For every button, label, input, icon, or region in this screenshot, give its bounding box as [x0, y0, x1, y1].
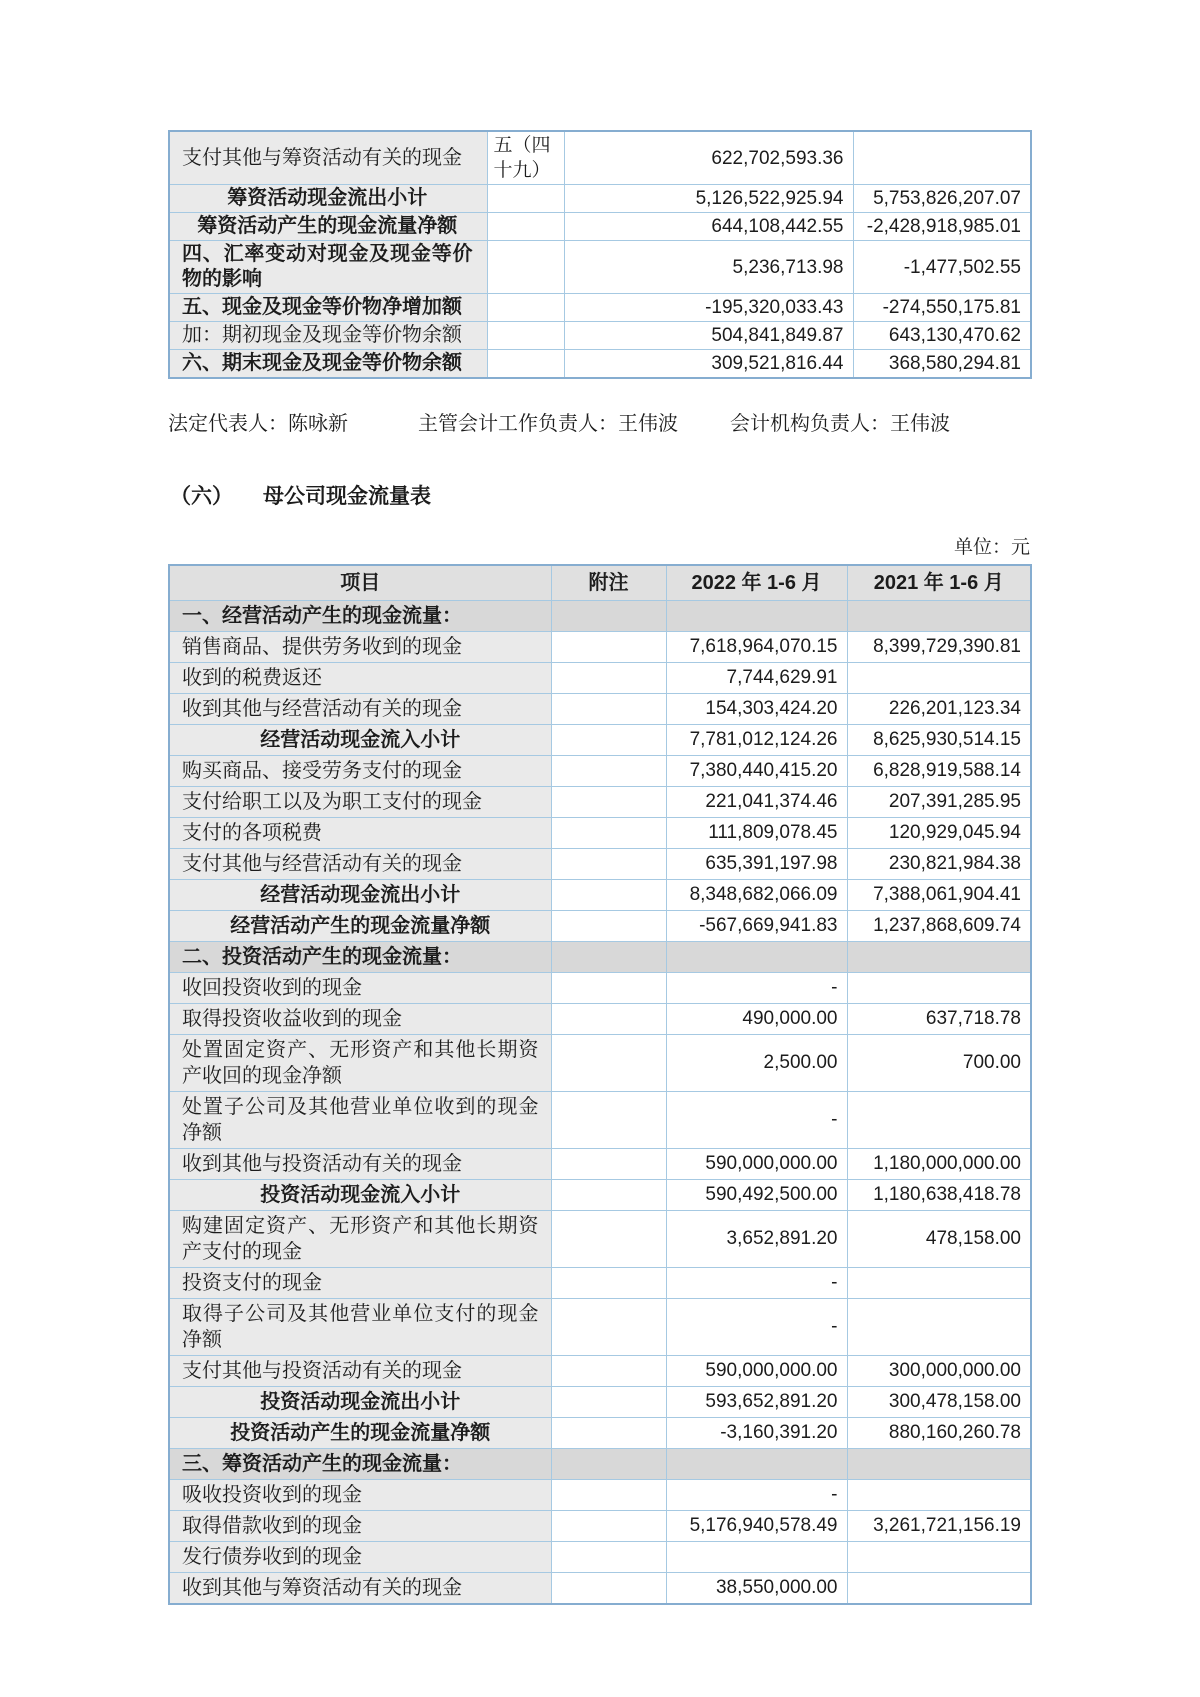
cell-v2021: 8,625,930,514.15	[847, 725, 1031, 756]
cell-item: 支付给职工以及为职工支付的现金	[169, 787, 551, 818]
table-row	[169, 694, 1031, 725]
table-row	[169, 1356, 1031, 1387]
cell-v2021	[847, 1480, 1031, 1511]
cell-item: 取得借款收到的现金	[169, 1511, 551, 1542]
cell-v2022: 593,652,891.20	[666, 1387, 847, 1418]
cell-v2021: 880,160,260.78	[847, 1418, 1031, 1449]
cell-v2021: 700.00	[847, 1035, 1031, 1092]
cell-note	[551, 818, 666, 849]
cell-item: 三、筹资活动产生的现金流量：	[169, 1449, 551, 1480]
cell-item: 处置子公司及其他营业单位收到的现金净额	[169, 1092, 551, 1149]
table-row	[169, 942, 1031, 973]
cell-v2021: 637,718.78	[847, 1004, 1031, 1035]
cell-note	[551, 1573, 666, 1605]
cell-item: 二、投资活动产生的现金流量：	[169, 942, 551, 973]
table-row	[169, 911, 1031, 942]
cell-v2021: 3,261,721,156.19	[847, 1511, 1031, 1542]
cell-v2021: 120,929,045.94	[847, 818, 1031, 849]
table-row	[169, 1149, 1031, 1180]
cell-v2021	[847, 663, 1031, 694]
cell-v2022	[666, 942, 847, 973]
cell-item: 五、现金及现金等价物净增加额	[169, 294, 487, 322]
cell-item: 投资活动产生的现金流量净额	[169, 1418, 551, 1449]
cell-note	[551, 663, 666, 694]
cell-item: 收到其他与投资活动有关的现金	[169, 1149, 551, 1180]
table-row	[169, 1387, 1031, 1418]
cell-v2022: 7,380,440,415.20	[666, 756, 847, 787]
parent-company-cashflow-table	[168, 564, 1032, 1605]
cell-note	[551, 1004, 666, 1035]
cell-note	[551, 725, 666, 756]
table-row	[169, 131, 1031, 185]
cell-v2021	[847, 1299, 1031, 1356]
table-row	[169, 849, 1031, 880]
table-row	[169, 818, 1031, 849]
cell-note	[551, 1268, 666, 1299]
table-row	[169, 1449, 1031, 1480]
table-row	[169, 973, 1031, 1004]
cell-v2021: 1,180,000,000.00	[847, 1149, 1031, 1180]
table-row	[169, 1092, 1031, 1149]
cell-item: 投资活动现金流出小计	[169, 1387, 551, 1418]
cell-v2021: -2,428,918,985.01	[853, 213, 1031, 241]
consolidated-cashflow-table-continuation	[168, 130, 1032, 379]
cell-v2022: 309,521,816.44	[564, 350, 853, 379]
cell-v2022: 5,176,940,578.49	[666, 1511, 847, 1542]
cell-item: 销售商品、提供劳务收到的现金	[169, 632, 551, 663]
cell-note	[487, 294, 564, 322]
cell-v2021: 643,130,470.62	[853, 322, 1031, 350]
cell-note	[551, 1356, 666, 1387]
table-row	[169, 241, 1031, 294]
chief-accounting-officer-label: 主管会计工作负责人：王伟波	[418, 413, 678, 435]
cell-note	[551, 787, 666, 818]
cell-note	[551, 756, 666, 787]
table-row	[169, 1573, 1031, 1605]
table-row	[169, 632, 1031, 663]
section-heading	[170, 480, 1030, 510]
cell-item: 收回投资收到的现金	[169, 973, 551, 1004]
cell-item: 收到的税费返还	[169, 663, 551, 694]
cell-v2021: 230,821,984.38	[847, 849, 1031, 880]
cell-note	[551, 1449, 666, 1480]
cell-item: 发行债券收到的现金	[169, 1542, 551, 1573]
cell-note	[551, 1149, 666, 1180]
table-row	[169, 1480, 1031, 1511]
cell-note	[551, 1211, 666, 1268]
cell-v2022: 590,492,500.00	[666, 1180, 847, 1211]
cell-v2022: 590,000,000.00	[666, 1356, 847, 1387]
cell-v2021: 5,753,826,207.07	[853, 185, 1031, 213]
main-table-body	[169, 601, 1031, 1605]
header-row	[169, 565, 1031, 601]
cell-v2021	[847, 1573, 1031, 1605]
cell-note	[551, 942, 666, 973]
cell-v2022	[666, 1449, 847, 1480]
cell-note	[487, 213, 564, 241]
cell-v2022: 622,702,593.36	[564, 131, 853, 185]
cell-note	[551, 1511, 666, 1542]
cell-item: 经营活动现金流出小计	[169, 880, 551, 911]
cell-v2022: 38,550,000.00	[666, 1573, 847, 1605]
cell-item: 投资活动现金流入小计	[169, 1180, 551, 1211]
cell-v2022: -	[666, 1299, 847, 1356]
cell-item: 支付其他与筹资活动有关的现金	[169, 131, 487, 185]
table-row	[169, 1418, 1031, 1449]
table-row	[169, 1035, 1031, 1092]
cell-note	[551, 1180, 666, 1211]
cell-item: 一、经营活动产生的现金流量：	[169, 601, 551, 632]
table-row	[169, 1268, 1031, 1299]
cell-v2021	[847, 973, 1031, 1004]
cell-item: 经营活动现金流入小计	[169, 725, 551, 756]
table-row	[169, 185, 1031, 213]
cell-v2021	[853, 131, 1031, 185]
cell-v2021: 1,237,868,609.74	[847, 911, 1031, 942]
section-heading-index: （六）	[170, 485, 233, 508]
table-row	[169, 1004, 1031, 1035]
cell-item: 购建固定资产、无形资产和其他长期资产支付的现金	[169, 1211, 551, 1268]
cell-v2021: -1,477,502.55	[853, 241, 1031, 294]
table-row	[169, 1211, 1031, 1268]
cell-v2022: -195,320,033.43	[564, 294, 853, 322]
column-header-item: 项目	[169, 565, 551, 601]
accounting-department-head-label: 会计机构负责人：王伟波	[730, 413, 950, 435]
cell-item: 收到其他与经营活动有关的现金	[169, 694, 551, 725]
cell-item: 加：期初现金及现金等价物余额	[169, 322, 487, 350]
cell-note	[487, 185, 564, 213]
table-row	[169, 601, 1031, 632]
cell-v2021: 368,580,294.81	[853, 350, 1031, 379]
column-header-2022: 2022 年 1-6 月	[666, 565, 847, 601]
column-header-note: 附注	[551, 565, 666, 601]
cell-item: 收到其他与筹资活动有关的现金	[169, 1573, 551, 1605]
cell-note	[487, 241, 564, 294]
cell-v2022: 635,391,197.98	[666, 849, 847, 880]
cell-v2022: -	[666, 1480, 847, 1511]
cell-v2021	[847, 1449, 1031, 1480]
cell-note	[487, 350, 564, 379]
cell-v2022: 644,108,442.55	[564, 213, 853, 241]
cell-v2021: 207,391,285.95	[847, 787, 1031, 818]
cell-v2022: 7,781,012,124.26	[666, 725, 847, 756]
cell-v2021: 478,158.00	[847, 1211, 1031, 1268]
cell-note	[551, 1480, 666, 1511]
unit-label: 单位：元	[953, 537, 1030, 558]
cell-note	[551, 1092, 666, 1149]
cell-v2022: 590,000,000.00	[666, 1149, 847, 1180]
cell-v2021: 1,180,638,418.78	[847, 1180, 1031, 1211]
table-row	[169, 787, 1031, 818]
cell-v2022: 111,809,078.45	[666, 818, 847, 849]
cell-v2022: 490,000.00	[666, 1004, 847, 1035]
page-content	[168, 130, 1030, 1605]
cell-note	[551, 849, 666, 880]
signature-line	[168, 407, 1030, 436]
cell-item: 四、汇率变动对现金及现金等价物的影响	[169, 241, 487, 294]
table-row	[169, 1542, 1031, 1573]
table-row	[169, 725, 1031, 756]
cell-v2021	[847, 942, 1031, 973]
cell-v2022	[666, 1542, 847, 1573]
cell-item: 筹资活动产生的现金流量净额	[169, 213, 487, 241]
cell-item: 支付其他与经营活动有关的现金	[169, 849, 551, 880]
cell-v2021: 300,478,158.00	[847, 1387, 1031, 1418]
cell-v2021	[847, 1092, 1031, 1149]
cell-v2022: 5,126,522,925.94	[564, 185, 853, 213]
section-heading-title: 母公司现金流量表	[263, 485, 431, 508]
cell-v2021	[847, 1542, 1031, 1573]
cell-note	[551, 911, 666, 942]
cell-v2022: 504,841,849.87	[564, 322, 853, 350]
cell-v2021: 226,201,123.34	[847, 694, 1031, 725]
cell-v2021: 7,388,061,904.41	[847, 880, 1031, 911]
cell-v2022	[666, 601, 847, 632]
cell-item: 购买商品、接受劳务支付的现金	[169, 756, 551, 787]
cell-v2021: -274,550,175.81	[853, 294, 1031, 322]
cell-note	[551, 601, 666, 632]
cell-item: 支付的各项税费	[169, 818, 551, 849]
cell-item: 支付其他与投资活动有关的现金	[169, 1356, 551, 1387]
table-row	[169, 213, 1031, 241]
column-header-2021: 2021 年 1-6 月	[847, 565, 1031, 601]
cell-note: 五（四十九）	[487, 131, 564, 185]
table-row	[169, 322, 1031, 350]
cell-v2021	[847, 601, 1031, 632]
cell-item: 经营活动产生的现金流量净额	[169, 911, 551, 942]
cell-item: 取得子公司及其他营业单位支付的现金净额	[169, 1299, 551, 1356]
cell-note	[551, 1542, 666, 1573]
table-row	[169, 756, 1031, 787]
cell-v2022: 7,744,629.91	[666, 663, 847, 694]
cell-v2021: 300,000,000.00	[847, 1356, 1031, 1387]
cell-v2022: 7,618,964,070.15	[666, 632, 847, 663]
cell-v2022: 154,303,424.20	[666, 694, 847, 725]
table-row	[169, 350, 1031, 379]
cell-v2022: 8,348,682,066.09	[666, 880, 847, 911]
cell-note	[551, 1299, 666, 1356]
legal-representative-label: 法定代表人：陈咏新	[168, 413, 348, 435]
cell-note	[551, 973, 666, 1004]
table-row	[169, 294, 1031, 322]
table-row	[169, 1299, 1031, 1356]
top-table-body	[169, 131, 1031, 378]
cell-v2022: 3,652,891.20	[666, 1211, 847, 1268]
cell-v2021: 8,399,729,390.81	[847, 632, 1031, 663]
cell-v2022: 221,041,374.46	[666, 787, 847, 818]
cell-v2022: -	[666, 973, 847, 1004]
cell-item: 六、期末现金及现金等价物余额	[169, 350, 487, 379]
cell-note	[487, 322, 564, 350]
cell-item: 处置固定资产、无形资产和其他长期资产收回的现金净额	[169, 1035, 551, 1092]
cell-v2021: 6,828,919,588.14	[847, 756, 1031, 787]
cell-v2022: -567,669,941.83	[666, 911, 847, 942]
cell-note	[551, 1418, 666, 1449]
main-table-header	[169, 565, 1031, 601]
cell-note	[551, 880, 666, 911]
cell-v2022: -	[666, 1268, 847, 1299]
table-row	[169, 1180, 1031, 1211]
cell-note	[551, 694, 666, 725]
cell-v2022: -	[666, 1092, 847, 1149]
cell-v2022: 5,236,713.98	[564, 241, 853, 294]
cell-item: 取得投资收益收到的现金	[169, 1004, 551, 1035]
cell-item: 吸收投资收到的现金	[169, 1480, 551, 1511]
cell-note	[551, 632, 666, 663]
table-row	[169, 1511, 1031, 1542]
cell-v2022: 2,500.00	[666, 1035, 847, 1092]
cell-note	[551, 1035, 666, 1092]
cell-v2022: -3,160,391.20	[666, 1418, 847, 1449]
cell-v2021	[847, 1268, 1031, 1299]
table-row	[169, 880, 1031, 911]
cell-note	[551, 1387, 666, 1418]
cell-item: 筹资活动现金流出小计	[169, 185, 487, 213]
cell-item: 投资支付的现金	[169, 1268, 551, 1299]
table-row	[169, 663, 1031, 694]
